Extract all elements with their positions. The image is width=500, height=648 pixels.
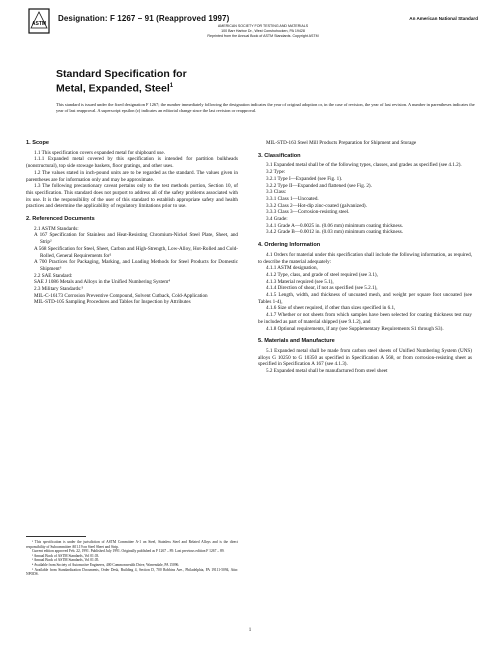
- refs-2-2: 2.2 SAE Standard:: [34, 272, 73, 279]
- ref-mil-std-105: MIL-STD-105 Sampling Procedures and Tables for Inspection by Attributes: [34, 299, 191, 306]
- order-4-1-4: 4.1.4 Direction of shear, if not as specified (see 5.2.1),: [266, 285, 378, 292]
- order-4-1-5: 4.1.5 Length, width, and thickness of uncoated mesh, and weight per square foot uncoated (see Tables 1-4),: [258, 292, 472, 305]
- refs-2-3: 2.3 Military Standards:⁵: [34, 286, 84, 293]
- ref-mil-c-16173: MIL-C-16173 Corrosion Preventive Compound, Solvent Cutback, Cold-Application: [34, 292, 208, 299]
- classification-heading: 3. Classification: [258, 152, 301, 159]
- order-4-1: 4.1 Orders for material under this specification shall include the following information, as required, to describe the material adequately:: [258, 251, 472, 265]
- footnote-divider: [26, 536, 86, 537]
- title-footnote-marker: 1: [169, 83, 174, 89]
- footnotes: [26, 540, 238, 577]
- class-3-2-1: 3.2.1 Type I—Expanded (see Fig. 1).: [266, 175, 343, 182]
- scope-1-1-1: 1.1.1 Expanded metal covered by this specification is intended for partition bulkheads (nonstructural), top side stowage baskets, floor gratings, and other uses.: [26, 156, 238, 170]
- scope-1-3: 1.3 The following precautionary caveat pertains only to the test methods portion, Section 10, of this specification. This standard does not purport to address all of the safety problems associated with its use. It is the responsibility of the user of this standard to establish appropriate safety and health practices and determine the applicability of regulatory limitations prior to use.: [26, 183, 238, 210]
- ref-mil-std-163: MIL-STD-163 Steel Mill Products Preparation for Shipment and Storage: [266, 140, 417, 146]
- grade-3-4-2: 3.4.2 Grade B—0.0012 in. (0.03 mm) minimum coating thickness.: [266, 229, 404, 236]
- class-3-3: 3.3 Class:: [266, 189, 287, 196]
- scope-1-1: 1.1 This specification covers expanded metal for shipboard use.: [34, 149, 165, 156]
- title-text: Metal, Expanded, Steel: [56, 82, 170, 95]
- ref-a568: A 568 Specification for Steel, Sheet, Carbon and High-Strength, Low-Alloy, Hot-Rolled and Cold-Rolled, General Requirements for²: [34, 245, 238, 259]
- document-title: [56, 68, 187, 95]
- materials-5-2: 5.2 Expanded metal shall be manufactured from steel sheet: [266, 368, 388, 375]
- title-line-1: Standard Specification for: [56, 68, 187, 80]
- order-4-1-8: 4.1.8 Optional requirements, if any (see Supplementary Requirements S1 through S3).: [266, 325, 444, 332]
- refs-2-1: 2.1 ASTM Standards:: [34, 225, 79, 232]
- footnote-1: ¹ This specification is under the jurisdiction of ASTM Committee A-1 on Steel, Stainless Steel and Related Alloys and is the direct responsibility of Subcommittee A01.19 on Steel Sheet and Strip.: [26, 540, 238, 549]
- svg-text:ASTM: ASTM: [31, 21, 47, 27]
- standard-note: This standard is issued under the fixed designation F 1267; the number immediately following the designation indicates the year of original adoption or, in the case of revision, the year of last revision. A number in parentheses indicates the year of last reapproval. A superscript epsilon (ε) indicates an editorial change since the last revision or reapproval.: [56, 102, 475, 113]
- order-4-1-6: 4.1.6 Size of sheet required, if other than sizes specified in 6.1,: [266, 305, 396, 312]
- publisher-line-1: AMERICAN SOCIETY FOR TESTING AND MATERIALS: [217, 24, 309, 28]
- grade-3-4-1: 3.4.1 Grade A—0.0025 in. (0.06 mm) minimum coating thickness.: [266, 222, 404, 229]
- footnote-1-edition: Current edition approved Feb. 22, 1991. Published July 1991. Originally published as F 1267 – 89. Last previous edition F 1267 – 89.: [32, 549, 225, 554]
- class-3-3-1: 3.3.1 Class 1—Uncoated.: [266, 195, 319, 202]
- designation: Designation: F 1267 – 91 (Reapproved 1997): [58, 14, 230, 23]
- order-4-1-2: 4.1.2 Type, class, and grade of steel required (see 3.1),: [266, 271, 378, 278]
- title-line-2: [56, 80, 187, 95]
- order-4-1-7: 4.1.7 Whether or not sheets from which samples have been selected for coating thickness test may be included as part of material shipped (see 9.1.2), and: [258, 312, 472, 325]
- document-header: [28, 8, 478, 64]
- scope-1-2: 1.2 The values stated in inch-pound units are to be regarded as the standard. The values given in parentheses are for information only and may be approximate.: [26, 169, 238, 183]
- class-3-2-2: 3.2.2 Type II—Expanded and flattened (see Fig. 2).: [266, 182, 372, 189]
- astm-logo-icon: [28, 8, 50, 34]
- class-3-2: 3.2 Type:: [266, 169, 286, 176]
- class-3-1: 3.1 Expanded metal shall be of the following types, classes, and grades as specified (see 4.1.2).: [266, 162, 462, 169]
- publisher-line-3: Reprinted from the Annual Book of ASTM Standards. Copyright ASTM: [207, 34, 319, 38]
- order-4-1-3: 4.1.3 Material required (see 5.1),: [266, 278, 334, 285]
- ref-a167: A 167 Specification for Stainless and Heat-Resisting Chromium-Nickel Steel Plate, Sheet, and Strip²: [34, 232, 238, 246]
- publisher-line-2: 100 Barr Harbor Dr., West Conshohocken, PA 19428: [221, 29, 305, 33]
- footnote-4: ⁴ Available from Society of Automotive Engineers, 400 Commonwealth Drive, Warrendale, PA 15096.: [32, 562, 180, 567]
- left-column: [26, 140, 238, 306]
- materials-heading: 5. Materials and Manufacture: [258, 338, 335, 345]
- ref-a700: A 700 Practices for Packaging, Marking, and Loading Methods for Steel Products for Domestic Shipment³: [34, 259, 238, 272]
- footnote-2: ² Annual Book of ASTM Standards, Vol 01.03.: [32, 553, 100, 558]
- american-national-standard: An American National Standard: [409, 16, 478, 21]
- scope-heading: 1. Scope: [26, 140, 50, 146]
- footnote-3: ³ Annual Book of ASTM Standards, Vol 01.05.: [32, 558, 100, 563]
- order-4-1-1: 4.1.1 ASTM designation,: [266, 265, 318, 272]
- footnote-5: ⁵ Available from Standardization Documents, Order Desk, Building 4, Section D, 700 Robbins Ave., Philadelphia, PA 19111-5094, Attn: NPODS.: [26, 567, 238, 577]
- class-3-3-3: 3.3.3 Class 3—Corrosion-resisting steel.: [266, 209, 350, 216]
- ordering-heading: 4. Ordering Information: [258, 242, 321, 249]
- materials-5-1: 5.1 Expanded metal shall be made from carbon steel sheets of Unified Numbering System (UNS) alloys G 10250 to G 10350 as specified in Specification A 568, or from corrosion-resisting sheet as specified in Specification A 167 (see 4.1.3).: [258, 347, 472, 368]
- ref-sae-j1086: SAE J 1086 Metals and Alloys in the Unified Numbering System⁴: [34, 279, 171, 286]
- class-3-4: 3.4 Grade:: [266, 216, 288, 223]
- page-number: 1: [248, 628, 252, 633]
- refs-heading: 2. Referenced Documents: [26, 216, 95, 223]
- right-column: [258, 140, 472, 375]
- class-3-3-2: 3.3.2 Class 2—Hot-dip zinc-coated (galvanized).: [266, 202, 367, 209]
